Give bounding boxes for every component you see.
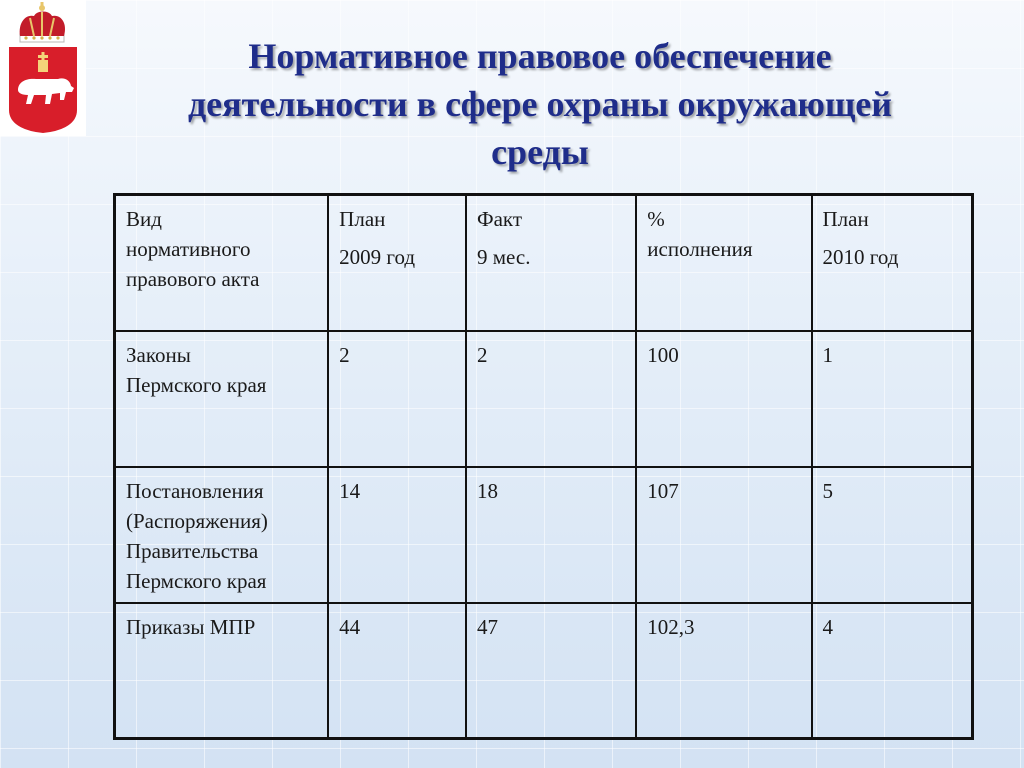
title-line-1: Нормативное правовое обеспечение <box>248 36 832 76</box>
crown-icon <box>20 2 65 42</box>
table-row <box>115 331 973 467</box>
plan-2009-cell: 14 <box>328 467 466 603</box>
row-name-cell: Законы Пермского края <box>115 331 329 467</box>
perm-krai-coat-of-arms-icon <box>0 0 86 136</box>
plan-2009-cell: 44 <box>328 603 466 739</box>
percent-cell: 102,3 <box>636 603 811 739</box>
regulatory-acts-table <box>113 193 974 740</box>
header-act-type: Вид нормативного правового акта <box>115 195 329 331</box>
header-plan-2009: План 2009 год <box>328 195 466 331</box>
title-line-2: деятельности в сфере охраны окружающей <box>187 84 893 124</box>
header-percent: % исполнения <box>636 195 811 331</box>
row-name-cell: Приказы МПР <box>115 603 329 739</box>
header-fact-9m: Факт 9 мес. <box>466 195 636 331</box>
title-line-3: среды <box>491 132 589 172</box>
plan-2010-cell: 5 <box>812 467 973 603</box>
plan-2010-cell: 1 <box>812 331 973 467</box>
fact-9m-cell: 2 <box>466 331 636 467</box>
table-header-row <box>115 195 973 331</box>
plan-2010-cell: 4 <box>812 603 973 739</box>
percent-cell: 107 <box>636 467 811 603</box>
table-row <box>115 603 973 739</box>
percent-cell: 100 <box>636 331 811 467</box>
coat-of-arms-emblem <box>0 0 86 136</box>
fact-9m-cell: 18 <box>466 467 636 603</box>
table-row <box>115 467 973 603</box>
plan-2009-cell: 2 <box>328 331 466 467</box>
fact-9m-cell: 47 <box>466 603 636 739</box>
row-name-cell: Постановления (Распоряжения) Правительства Пермского края <box>115 467 329 603</box>
slide-title <box>130 32 950 176</box>
header-plan-2010: План 2010 год <box>812 195 973 331</box>
